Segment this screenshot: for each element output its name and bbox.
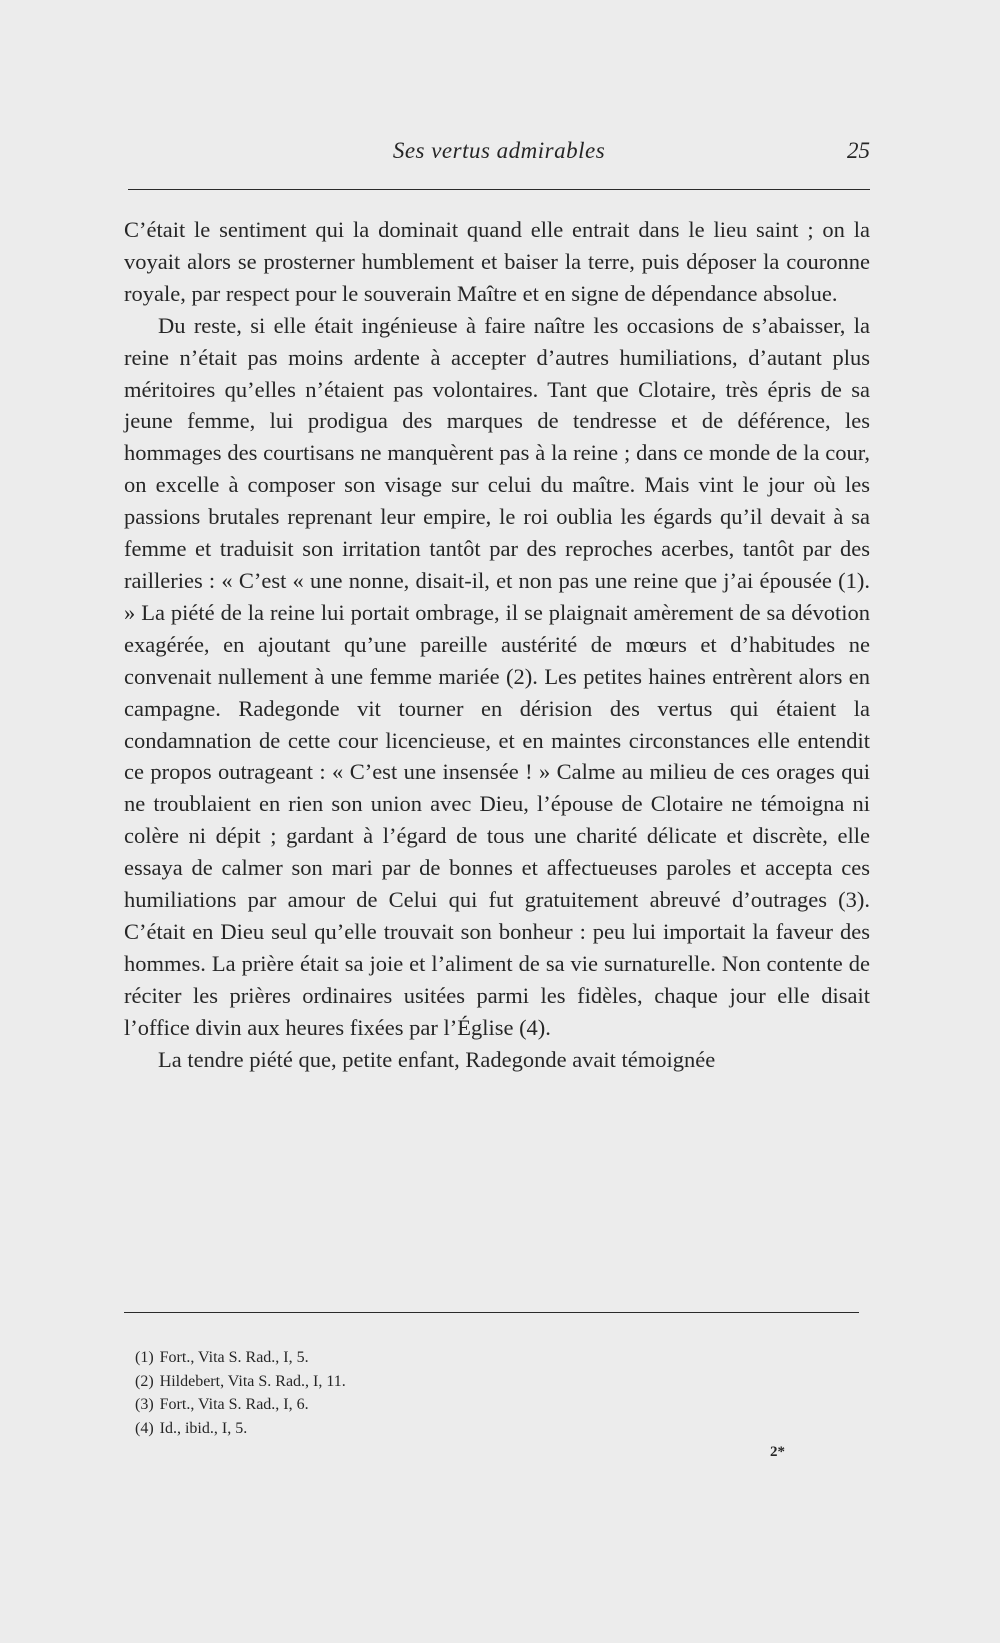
body-text <box>124 214 870 1075</box>
running-title: Ses vertus admirables <box>392 138 606 163</box>
footnote <box>135 1370 635 1394</box>
footnote-text: Hildebert, Vita S. Rad., I, 11. <box>159 1372 346 1390</box>
running-head <box>128 138 870 178</box>
paragraph: C’était le sentiment qui la dominait quand elle entrait dans le lieu saint ; on la voyait alors se prosterner humblement et baiser la terre, puis déposer la couronne royale, par respect pour le souverain Maître et en signe de dépendance absolue. <box>124 217 870 306</box>
footnote-text: Fort., Vita S. Rad., I, 6. <box>159 1396 309 1413</box>
header-rule <box>128 189 870 190</box>
footnote-number: (4) <box>135 1419 154 1437</box>
footnote <box>135 1346 635 1370</box>
footnote <box>135 1417 635 1441</box>
footnotes <box>135 1346 635 1440</box>
signature-mark: 2* <box>770 1444 785 1460</box>
footnote <box>135 1393 635 1417</box>
paragraph: La tendre piété que, petite enfant, Radegonde avait témoignée <box>158 1046 716 1072</box>
page-number: 25 <box>847 138 870 163</box>
footnote-number: (1) <box>135 1349 154 1366</box>
footnote-rule <box>124 1312 859 1313</box>
footnote-text: Id., ibid., I, 5. <box>159 1419 248 1437</box>
footnote-number: (2) <box>135 1372 154 1390</box>
paragraph: Du reste, si elle était ingénieuse à faire naître les occasions de s’abaisser, la reine n’était pas moins ardente à accepter d’autres humiliations, d’autant plus méritoires qu’elles n’étaient pas volontaires. Tant que Clotaire, très épris de sa jeune femme, lui prodigua des marques de tendresse et de déférence, les hommages des courtisans ne manquèrent pas à la reine ; dans ce monde de la cour, on excelle à composer son visage sur celui du maître. Mais vint le jour où les passions brutales reprenant leur empire, le roi oublia les égards qu’il devait à sa femme et traduisit son irritation tantôt par des reproches acerbes, tantôt par des railleries : « C’est « une nonne, disait-il, et non pas une reine que j’ai épousée (1). » La piété de la reine lui portait ombrage, il se plaignait amèrement de sa dévotion exagérée, en ajoutant qu’une pareille austérité de mœurs et d’habitudes ne convenait nullement à une femme mariée (2). Les petites haines entrèrent alors en campagne. Radegonde vit tourner en dérision des vertus qui étaient la condamnation de cette cour licencieuse, et en maintes circonstances elle entendit ce propos outrageant : « C’est une insensée ! » Calme au milieu de ces orages qui ne troublaient en rien son union avec Dieu, l’épouse de Clotaire ne témoigna ni colère ni dépit ; gardant à l’égard de tous une charité délicate et discrète, elle essaya de calmer son mari par de bonnes et affectueuses paroles et accepta ces humiliations par amour de Celui qui fut gratuitement abreuvé d’outrages (3). C’était en Dieu seul qu’elle trouvait son bonheur : peu lui importait la faveur des hommes. La prière était sa joie et l’aliment de sa vie surnaturelle. Non contente de réciter les prières ordinaires usitées parmi les fidèles, chaque jour elle disait l’office divin aux heures fixées par l’Église (4). <box>124 312 870 1040</box>
footnote-text: Fort., Vita S. Rad., I, 5. <box>159 1349 309 1366</box>
footnote-number: (3) <box>135 1396 154 1413</box>
